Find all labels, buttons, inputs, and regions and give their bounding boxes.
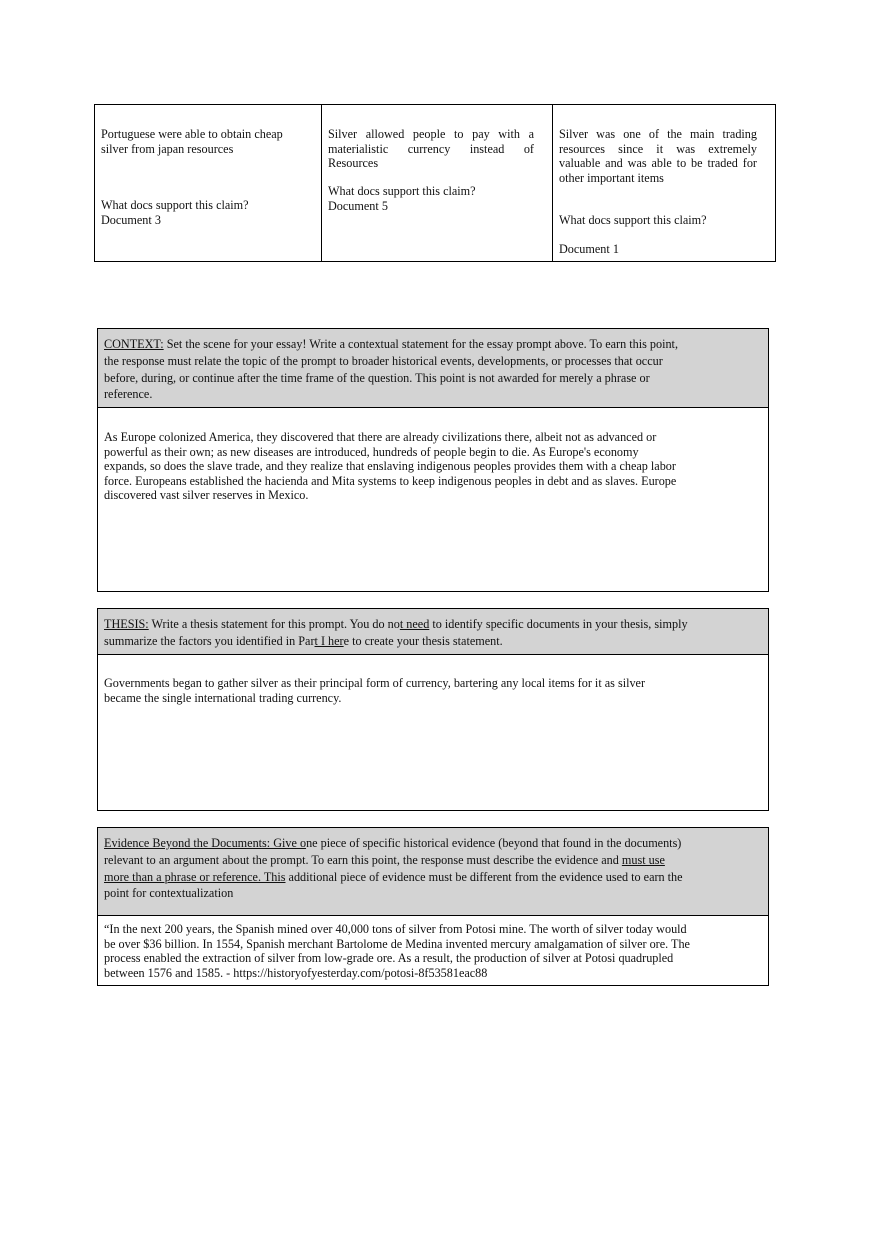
thesis-label: THESIS:	[104, 617, 149, 631]
context-instructions: Set the scene for your essay! Write a contextual statement for the essay prompt above. To earn this point, the response must relate the topic of the prompt to broader historical events, developments, or processes that occur before, during, or continue after the time frame of the question. This point is not awarded for merely a phrase or reference.	[104, 337, 678, 402]
claim-text: Silver allowed people to pay with a materialistic currency instead of Resources	[328, 127, 534, 171]
claim-cell-1	[95, 105, 322, 261]
evidence-prompt: Evidence Beyond the Documents: Give one piece of specific historical evidence (beyond that found in the documents) relevant to an argument about the prompt. To earn this point, the response must describe the evidence and must use more than a phrase or reference. This additional piece of evidence must be different from the evidence used to earn the point for contextualization	[98, 828, 768, 916]
support-question: What docs support this claim?	[328, 184, 476, 198]
support-answer: Document 5	[328, 199, 388, 213]
context-response[interactable]: As Europe colonized America, they discovered that there are already civilizations there, albeit not as advanced or powerful as their own; as new diseases are introduced, hundreds of people begin to die. As Europe's economy expands, so does the slave trade, and they realize that enslaving indigenous peoples provides them with a cheap labor force. Europeans established the hacienda and Mita systems to keep indigenous peoples in debt and as slaves. Europe discovered vast silver reserves in Mexico.	[104, 430, 677, 503]
thesis-response[interactable]: Governments began to gather silver as their principal form of currency, bartering any local items for it as silver became the single international trading currency.	[104, 676, 646, 705]
context-section	[97, 328, 769, 592]
support-answer: Document 1	[559, 242, 619, 256]
thesis-prompt: THESIS: Write a thesis statement for this prompt. You do not need to identify specific documents in your thesis, simply summarize the factors you identified in Part I here to create your thesis statement.	[98, 609, 768, 655]
context-label: CONTEXT:	[104, 337, 164, 351]
support-answer: Document 3	[101, 213, 161, 227]
claim-text: Portuguese were able to obtain cheap silver from japan resources	[101, 127, 283, 156]
claims-table	[94, 104, 776, 262]
claim-cell-2	[322, 105, 553, 261]
support-question: What docs support this claim?	[101, 198, 249, 212]
evidence-label: Evidence Beyond the Documents: Give o	[104, 836, 307, 850]
claim-cell-3	[553, 105, 775, 261]
context-prompt	[98, 329, 768, 408]
evidence-response[interactable]: “In the next 200 years, the Spanish mined over 40,000 tons of silver from Potosi mine. The worth of silver today would be over $36 billion. In 1554, Spanish merchant Bartolome de Medina invented mercury amalgamation of silver ore. The process enabled the extraction of silver from low-grade ore. As a result, the production of silver at Potosi quadrupled between 1576 and 1585. - https://historyofyesterday.com/potosi-8f53581eac88	[104, 922, 690, 980]
thesis-section	[97, 608, 769, 811]
evidence-section	[97, 827, 769, 986]
claim-text: Silver was one of the main trading resources since it was extremely valuable and was able to be traded for other important items	[559, 127, 757, 185]
support-question: What docs support this claim?	[559, 213, 707, 227]
